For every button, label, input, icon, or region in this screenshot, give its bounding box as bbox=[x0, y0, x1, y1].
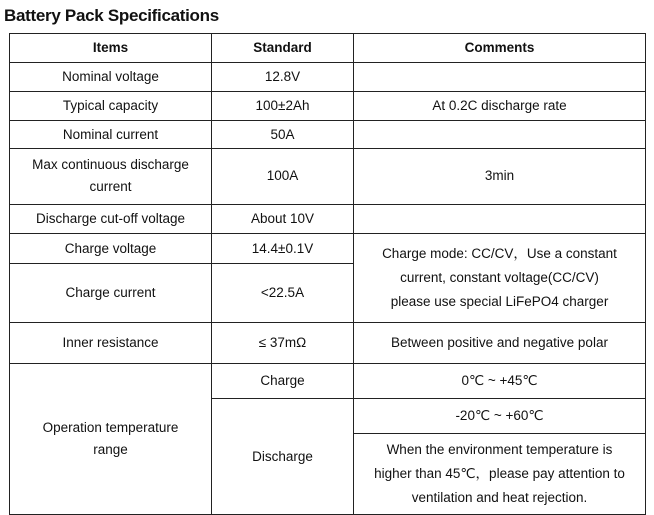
page-title: Battery Pack Specifications bbox=[4, 6, 219, 25]
operation-temperature-cell: Operation temperature range bbox=[10, 364, 212, 515]
standard-cell: 100A bbox=[212, 149, 354, 204]
discharge-note-cell: When the environment temperature is higher than 45℃，please pay attention to ventilation and heat rejection. bbox=[354, 434, 646, 515]
item-cell: Nominal voltage bbox=[10, 62, 212, 92]
item-cell: Charge current bbox=[10, 263, 212, 322]
table-row bbox=[10, 120, 646, 149]
spec-table bbox=[9, 33, 646, 515]
table-row bbox=[10, 364, 646, 399]
charge-label-cell: Charge bbox=[212, 364, 354, 399]
header-items: Items bbox=[10, 34, 212, 63]
header-standard: Standard bbox=[212, 34, 354, 63]
comment-cell bbox=[354, 204, 646, 234]
table-row bbox=[10, 234, 646, 264]
table-row bbox=[10, 149, 646, 204]
comment-cell: Between positive and negative polar bbox=[354, 323, 646, 364]
discharge-label-cell: Discharge bbox=[212, 399, 354, 515]
standard-cell: About 10V bbox=[212, 204, 354, 234]
standard-cell: 12.8V bbox=[212, 62, 354, 92]
item-cell: Inner resistance bbox=[10, 323, 212, 364]
charge-range-cell: 0℃ ~ +45℃ bbox=[354, 364, 646, 399]
discharge-range-cell: -20℃ ~ +60℃ bbox=[354, 399, 646, 434]
standard-cell: 50A bbox=[212, 120, 354, 149]
standard-cell: ≤ 37mΩ bbox=[212, 323, 354, 364]
comment-cell: 3min bbox=[354, 149, 646, 204]
standard-cell: <22.5A bbox=[212, 263, 354, 322]
table-row bbox=[10, 204, 646, 234]
comment-cell bbox=[354, 120, 646, 149]
comment-cell bbox=[354, 62, 646, 92]
standard-cell: 14.4±0.1V bbox=[212, 234, 354, 264]
item-cell: Nominal current bbox=[10, 120, 212, 149]
standard-cell: 100±2Ah bbox=[212, 92, 354, 121]
table-header-row bbox=[10, 34, 646, 63]
item-cell: Typical capacity bbox=[10, 92, 212, 121]
item-cell: Max continuous discharge current bbox=[10, 149, 212, 204]
table-row bbox=[10, 323, 646, 364]
header-comments: Comments bbox=[354, 34, 646, 63]
comment-cell: At 0.2C discharge rate bbox=[354, 92, 646, 121]
item-cell: Discharge cut-off voltage bbox=[10, 204, 212, 234]
table-row bbox=[10, 62, 646, 92]
comment-cell: Charge mode: CC/CV，Use a constant current, constant voltage(CC/CV) please use special LiFePO4 charger bbox=[354, 234, 646, 323]
table-row bbox=[10, 92, 646, 121]
item-cell: Charge voltage bbox=[10, 234, 212, 264]
